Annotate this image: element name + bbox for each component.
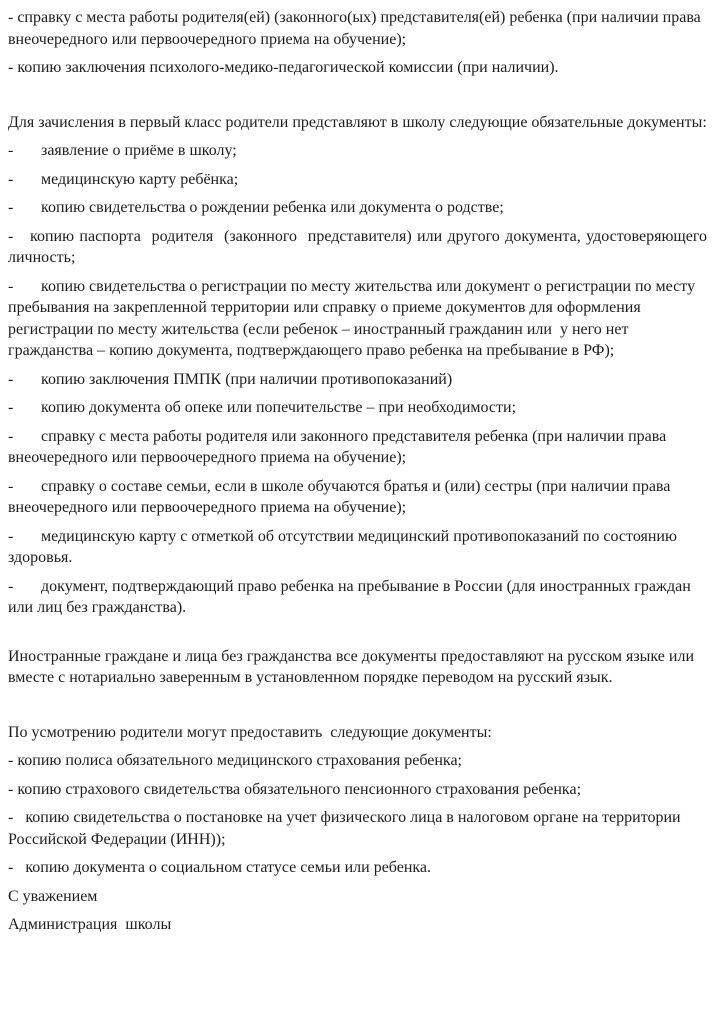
list-item-text: справку о составе семьи, если в школе обучаются братья и (или) сестры (при наличии права внеочередного или первоочередного приема на обучение); [8,477,675,516]
optional-item: - копию страхового свидетельства обязательного пенсионного страхования ребенка; [8,780,582,798]
list-marker: - [8,477,14,495]
list-item [8,369,707,391]
list-item [8,276,707,362]
list-item-text: копию свидетельства о рождении ребенка или документа о родстве; [41,199,504,216]
closing-signature: Администрация школы [8,916,172,933]
list-item [8,426,707,469]
optional-item: - копию документа о социальном статусе семьи или ребенка. [8,859,432,876]
list-marker: - [8,370,14,388]
spacer [8,86,707,112]
spacer [8,626,707,646]
list-item-text: справку с места работы родителя или законного представителя ребенка (при наличии права внеочередного или первоочередного приема на обучение); [8,427,671,466]
foreign-note-paragraph: Иностранные граждане и лица без гражданства все документы предоставляют на русском языке или вместе с нотариально заверенным в установленном порядке переводом на русский язык. [8,647,699,686]
list-item-text: документ, подтверждающий право ребенка на пребывание в России (для иностранных граждан или лиц без гражданства). [8,577,695,616]
list-item-text: медицинскую карту ребёнка; [41,170,239,188]
list-item-text: медицинскую карту с отметкой об отсутствии медицинский противопоказаний по состоянию здоровья. [8,527,681,566]
optional-item: - копию свидетельства о постановке на учет физического лица в налоговом органе на территории Российской Федерации (ИНН)); [8,809,685,848]
list-item-text: копию документа об опеке или попечительстве – при необходимости; [41,399,517,416]
list-item [8,140,707,162]
optional-heading: По усмотрению родители могут предоставить следующие документы: [8,723,492,741]
list-item-text: копию паспорта родителя (законного представителя) или другого документа, удостоверяющего личность; [8,227,711,266]
optional-item: - копию полиса обязательного медицинского страхования ребенка; [8,752,462,769]
list-item [8,169,707,191]
spacer [8,696,707,722]
list-item-text: копию заключения ПМПК (при наличии противопоказаний) [41,370,453,388]
list-item [8,197,707,219]
list-item-text: копию свидетельства о регистрации по месту жительства или документ о регистрации по месту пребывания на закрепленной территории или справку о приеме документов для оформления регистрации по месту жительства (если ребенок – иностранный гражданин или у него нет гражданства – копию документа, подтверждающего право ребенка на пребывание в РФ); [8,277,700,359]
list-item [8,526,707,569]
intro-paragraph-1: - справку с места работы родителя(ей) (законного(ых) представителя(ей) ребенка (при наличии права внеочередного или первоочередного приема на обучение); [8,9,705,48]
list-marker: - [8,427,14,445]
list-item [8,397,707,419]
mandatory-heading: Для зачисления в первый класс родители представляют в школу следующие обязательные документы: [8,113,707,131]
list-item-text: заявление о приёме в школу; [41,142,237,159]
list-marker: - [8,527,14,545]
list-marker: - [8,142,14,159]
list-item [8,576,707,619]
list-marker: - [8,199,14,216]
list-marker: - [8,277,14,295]
list-marker: - [8,399,14,416]
list-item [8,476,707,519]
list-item [8,226,711,269]
closing-regards: С уважением [8,887,98,905]
list-marker: - [8,577,14,595]
list-marker: - [8,170,14,188]
intro-paragraph-2: - копию заключения психолого-медико-педагогической комиссии (при наличии). [8,59,559,76]
list-marker: - [8,227,14,245]
